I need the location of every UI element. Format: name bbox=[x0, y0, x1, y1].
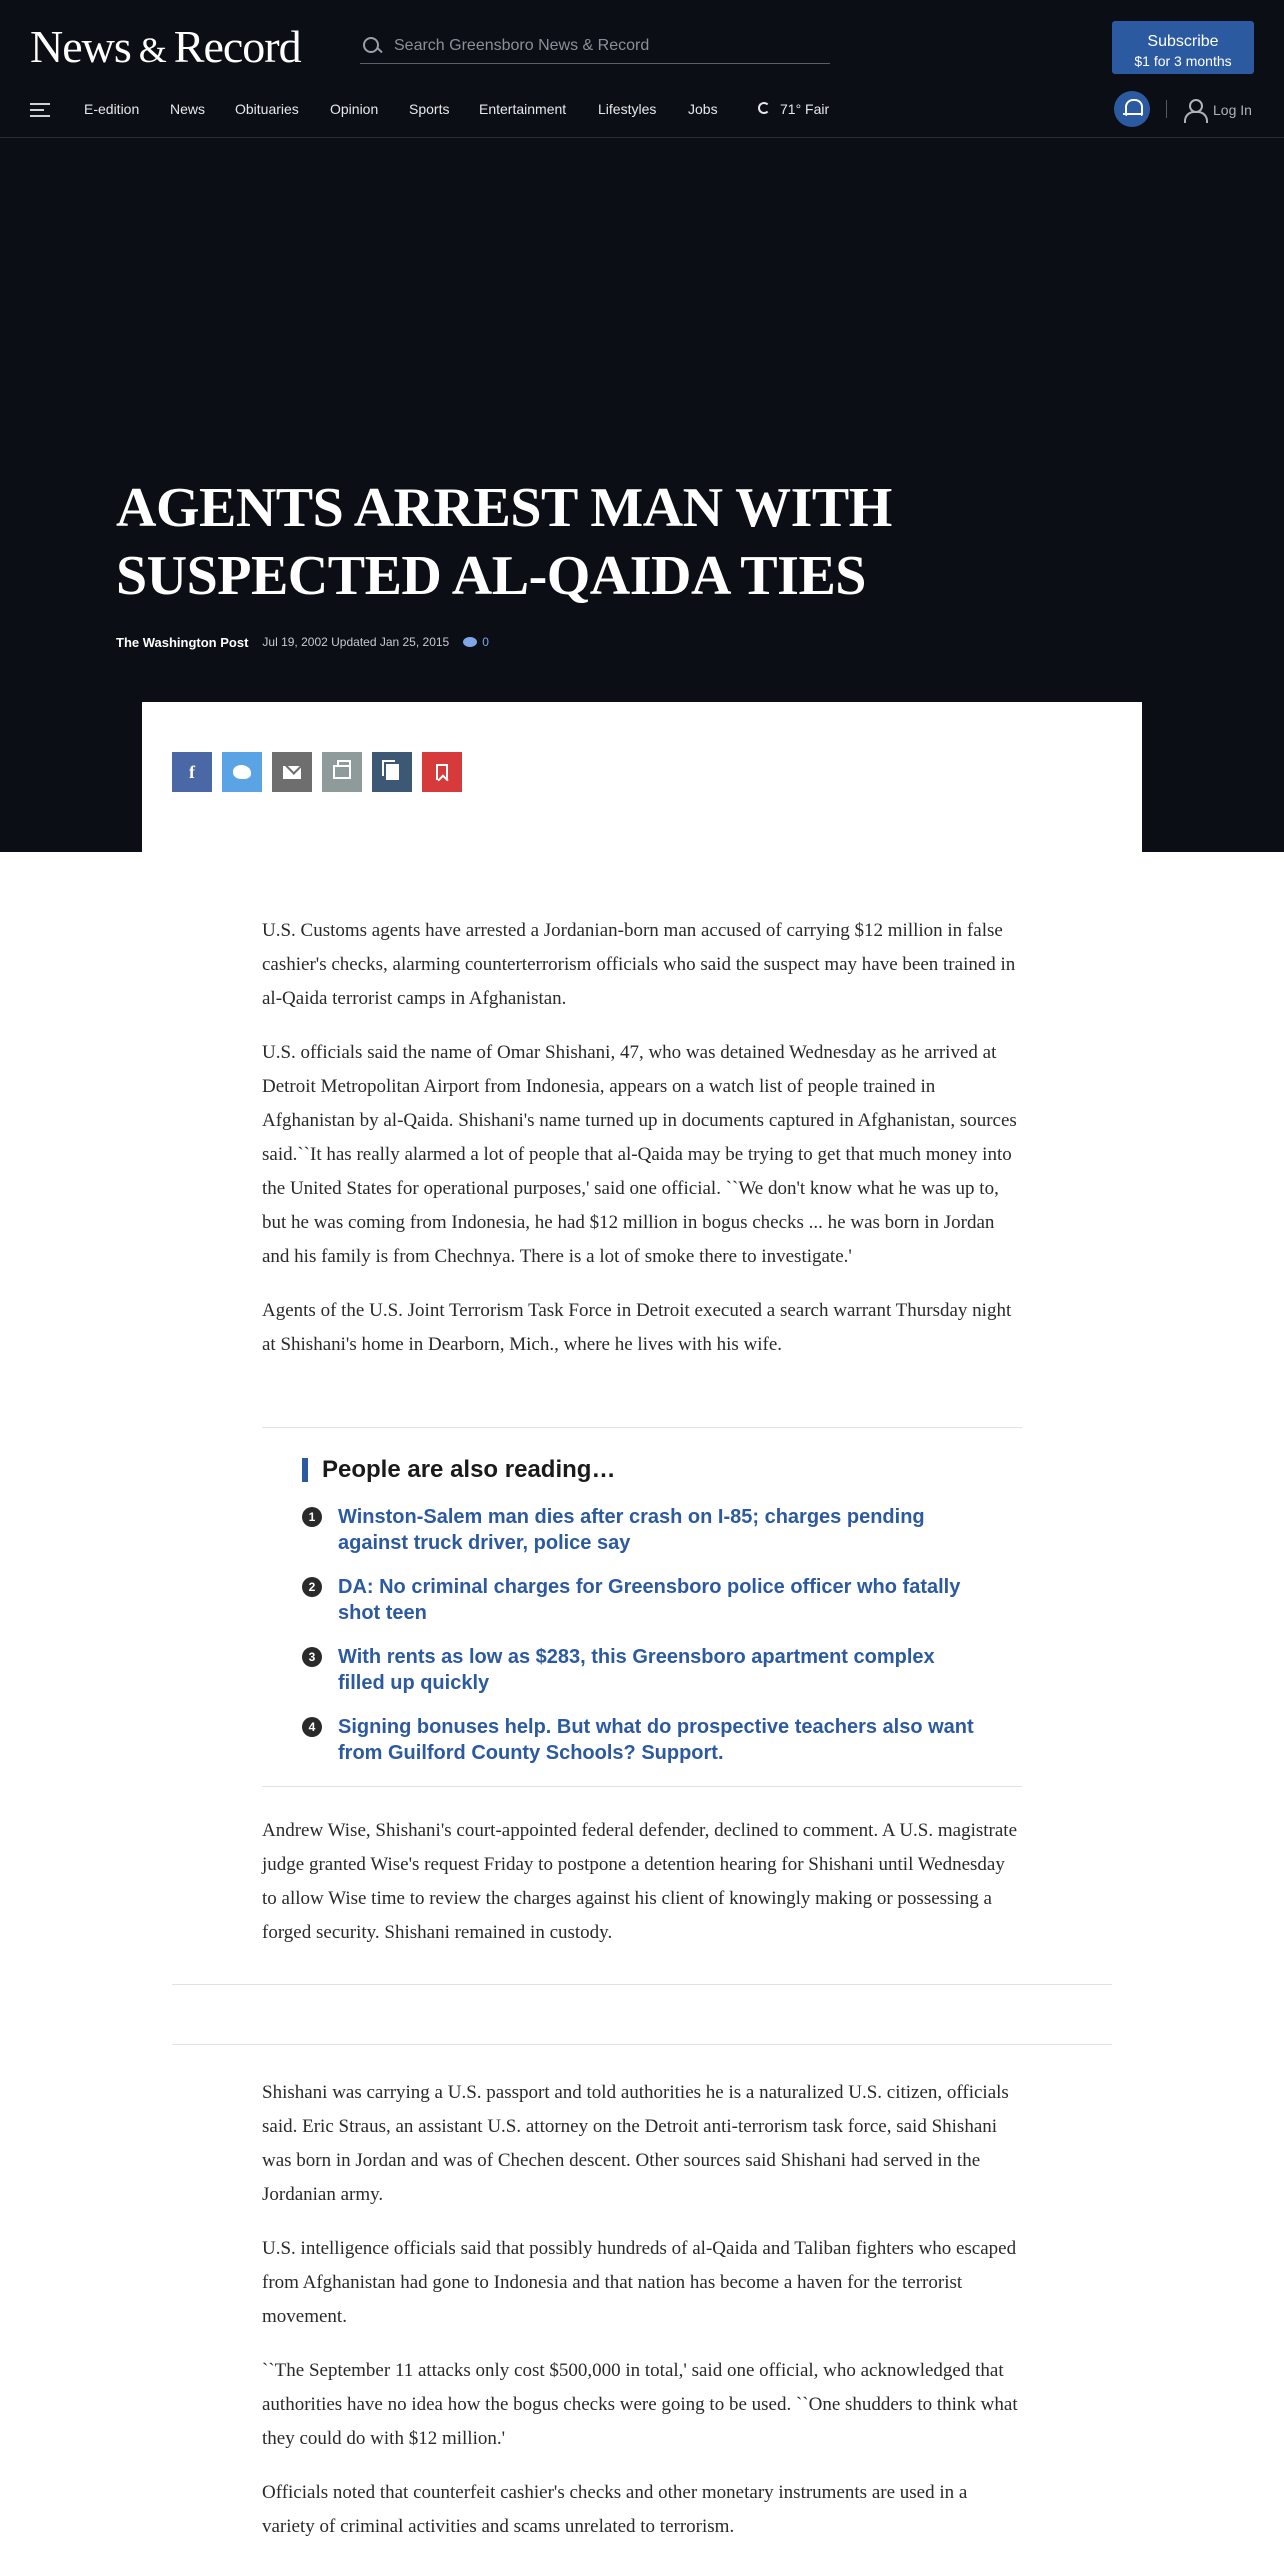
nav-item-obituaries[interactable]: Obituaries bbox=[235, 101, 299, 117]
copy-icon bbox=[386, 764, 399, 780]
twitter-icon bbox=[233, 765, 251, 779]
section-divider bbox=[262, 1786, 1022, 1787]
main-nav bbox=[0, 90, 1284, 138]
ad-divider-bottom bbox=[172, 2044, 1112, 2045]
search-icon[interactable] bbox=[362, 36, 382, 56]
print-button[interactable] bbox=[322, 752, 362, 792]
email-share-button[interactable] bbox=[272, 752, 312, 792]
article-body-section-2 bbox=[262, 1814, 1022, 1970]
search-input[interactable] bbox=[394, 37, 814, 55]
user-icon[interactable] bbox=[1184, 99, 1204, 121]
dateline: Jul 19, 2002 Updated Jan 25, 2015 bbox=[262, 635, 450, 649]
share-toolbar bbox=[142, 702, 1142, 852]
list-item bbox=[302, 1574, 982, 1626]
notification-bell-icon[interactable] bbox=[1114, 91, 1150, 127]
rank-badge: 2 bbox=[302, 1577, 322, 1597]
subscribe-label: Subscribe bbox=[1147, 33, 1219, 50]
also-reading-title: People are also reading… bbox=[302, 1458, 615, 1482]
comment-count[interactable]: 0 bbox=[482, 635, 489, 649]
related-article-link[interactable]: DA: No criminal charges for Greensboro police officer who fatally shot teen bbox=[338, 1576, 961, 1624]
list-item bbox=[302, 1714, 982, 1766]
list-item bbox=[302, 1504, 982, 1556]
nav-item-entertainment[interactable]: Entertainment bbox=[479, 101, 567, 117]
logo-end: Record bbox=[173, 21, 301, 72]
rank-badge: 1 bbox=[302, 1507, 322, 1527]
article-paragraph: ``The September 11 attacks only cost $500,000 in total,' said one official, who acknowledged that authorities have no idea how the bogus checks were going to be used. ``One shudders to think what they could do with $12 million.' bbox=[262, 2360, 1018, 2449]
nav-divider bbox=[1166, 100, 1167, 118]
facebook-icon: f bbox=[189, 761, 195, 782]
weather-link[interactable]: 71° Fair bbox=[780, 101, 830, 117]
article-paragraph: Officials noted that counterfeit cashier's checks and other monetary instruments are used in a variety of criminal activities and scams unrelated to terrorism. bbox=[262, 2482, 968, 2537]
article-paragraph: U.S. officials said the name of Omar Shishani, 47, who was detained Wednesday as he arrived at Detroit Metropolitan Airport from Indonesia, appears on a watch list of people trained in Afghanistan by al-Qaida. Shishani's name turned up in documents captured in Afghanistan, sources said.``It has really alarmed a lot of people that al-Qaida may be trying to get that much money into the United States for operational purposes,' said one official. ``We don't know what he was up to, but he was coming from Indonesia, he had $12 million in bogus checks ... he was born in Jordan and his family is from Chechnya. There is a lot of smoke there to investigate.' bbox=[262, 1042, 1017, 1267]
related-article-link[interactable]: With rents as low as $283, this Greensboro apartment complex filled up quickly bbox=[338, 1646, 935, 1694]
bookmark-button[interactable] bbox=[422, 752, 462, 792]
search-bar bbox=[360, 28, 830, 64]
subscribe-offer: $1 for 3 months bbox=[1134, 53, 1232, 69]
rank-badge: 3 bbox=[302, 1647, 322, 1667]
weather-icon bbox=[758, 102, 770, 114]
related-article-link[interactable]: Winston-Salem man dies after crash on I-85; charges pending against truck driver, police say bbox=[338, 1506, 925, 1554]
nav-item-jobs[interactable]: Jobs bbox=[688, 101, 718, 117]
also-reading-box bbox=[262, 1428, 1022, 1788]
login-link[interactable]: Log In bbox=[1213, 102, 1252, 118]
also-reading-list bbox=[302, 1504, 982, 1784]
nav-item-e-edition[interactable]: E-edition bbox=[84, 101, 140, 117]
facebook-share-button[interactable] bbox=[172, 752, 212, 792]
article-paragraph: U.S. Customs agents have arrested a Jordanian-born man accused of carrying $12 million in false cashier's checks, alarming counterterrorism officials who said the suspect may have been trained in al-Qaida terrorist camps in Afghanistan. bbox=[262, 920, 1016, 1009]
article-paragraph: Agents of the U.S. Joint Terrorism Task Force in Detroit executed a search warrant Thursday night at Shishani's home in Dearborn, Mich., where he lives with his wife. bbox=[262, 1300, 1012, 1355]
masthead bbox=[0, 0, 1284, 852]
logo-amp: & bbox=[130, 30, 174, 70]
menu-icon[interactable] bbox=[30, 103, 50, 119]
nav-item-opinion[interactable]: Opinion bbox=[330, 101, 379, 117]
article-paragraph: Andrew Wise, Shishani's court-appointed federal defender, declined to comment. A U.S. magistrate judge granted Wise's request Friday to postpone a detention hearing for Shishani until Wednesday to allow Wise time to review the charges against his client of knowingly making or possessing a forged security. Shishani remained in custody. bbox=[262, 1820, 1018, 1943]
nav-item-news[interactable]: News bbox=[170, 101, 206, 117]
subscribe-button[interactable] bbox=[1112, 21, 1254, 74]
byline bbox=[116, 632, 489, 652]
rank-badge: 4 bbox=[302, 1717, 322, 1737]
twitter-share-button[interactable] bbox=[222, 752, 262, 792]
list-item bbox=[302, 1644, 982, 1696]
ad-divider-top bbox=[172, 1984, 1112, 1985]
author-link[interactable]: The Washington Post bbox=[116, 634, 249, 650]
nav-item-sports[interactable]: Sports bbox=[409, 101, 450, 117]
envelope-icon bbox=[283, 766, 301, 779]
nav-item-lifestyles[interactable]: Lifestyles bbox=[598, 101, 657, 117]
article-body-section-3 bbox=[262, 2076, 1022, 2564]
related-article-link[interactable]: Signing bonuses help. But what do prospective teachers also want from Guilford County Schools? Support. bbox=[338, 1716, 974, 1764]
bookmark-icon bbox=[436, 764, 448, 780]
article-headline: AGENTS ARREST MAN WITH SUSPECTED AL-QAIDA TIES bbox=[116, 477, 892, 607]
printer-icon bbox=[333, 765, 351, 779]
article-body-section-1 bbox=[262, 914, 1022, 1382]
article-paragraph: U.S. intelligence officials said that possibly hundreds of al-Qaida and Taliban fighters who escaped from Afghanistan had gone to Indonesia and that nation has become a haven for the terrorist movement. bbox=[262, 2238, 1017, 2327]
comment-icon[interactable] bbox=[463, 637, 477, 647]
logo-main: News bbox=[30, 21, 131, 72]
site-logo[interactable] bbox=[30, 20, 301, 73]
copy-link-button[interactable] bbox=[372, 752, 412, 792]
article-paragraph: Shishani was carrying a U.S. passport and told authorities he is a naturalized U.S. citizen, officials said. Eric Straus, an assistant U.S. attorney on the Detroit anti-terrorism task force, said Shishani was born in Jordan and was of Chechen descent. Other sources said Shishani had served in the Jordanian army. bbox=[262, 2082, 1009, 2205]
